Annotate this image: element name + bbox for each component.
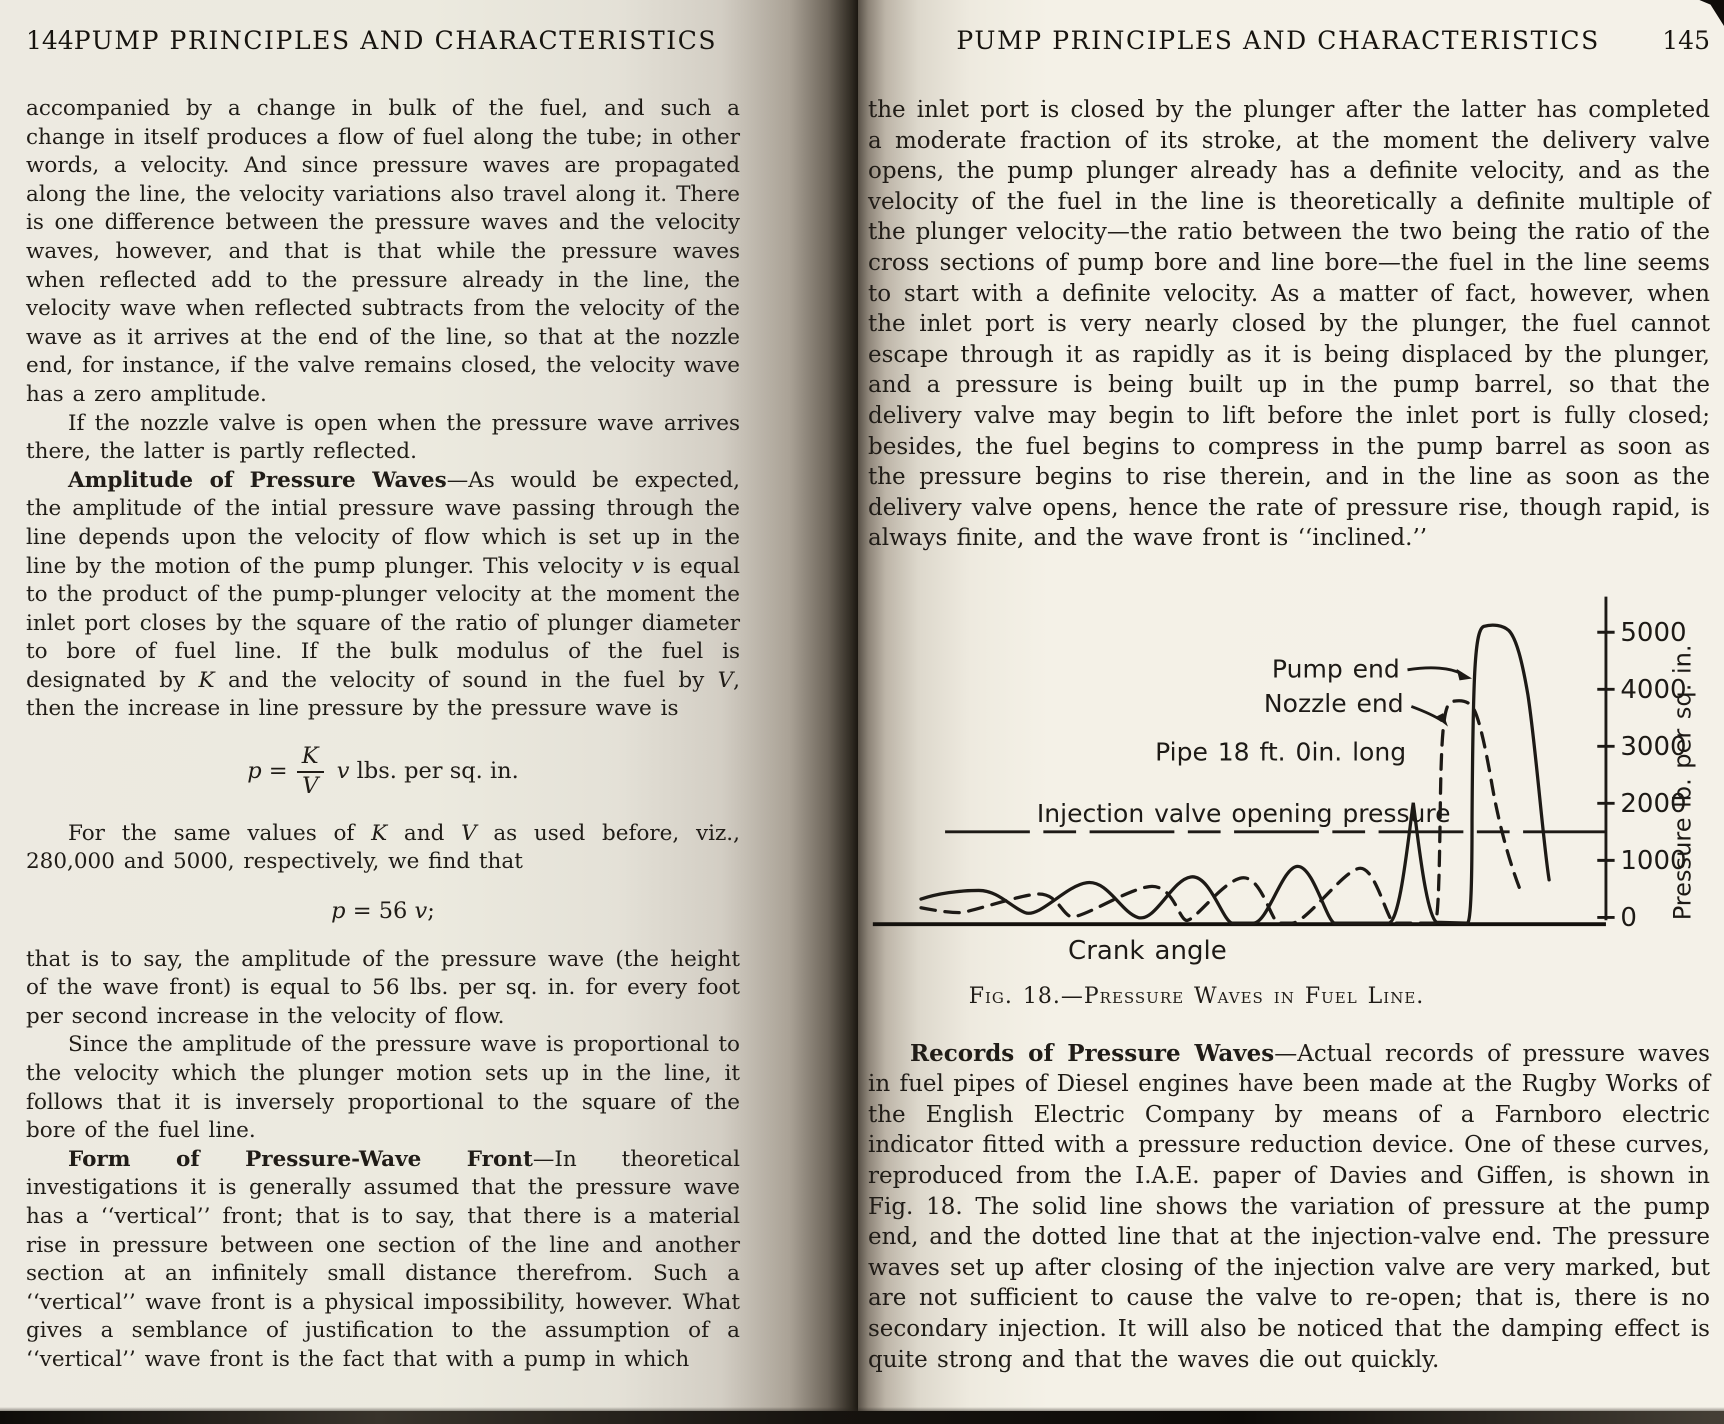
y-axis-label: Pressure lb. per sq. in. xyxy=(1668,644,1697,921)
right-page-body xyxy=(868,95,1710,1375)
pump-end-arrowhead-icon xyxy=(1457,669,1472,681)
formula-units: lbs. per sq. in. xyxy=(356,757,519,784)
pump-end-label: Pump end xyxy=(1271,654,1400,684)
x-axis-label: Crank angle xyxy=(1068,935,1227,966)
paragraph: the inlet port is closed by the plunger after the latter has completed a moderate fraction of its stroke, at the moment the delivery valve opens, the pump plunger already has a definite velocity, and as the velocity of the fuel in the line is theoretically a definite multiple of the plunger velocity—the ratio between the two being the ratio of the cross sections of pump bore and line bore—the fuel in the line seems to start with a definite velocity. As a matter of fact, however, when the inlet port is very nearly closed by the plunger, the fuel cannot escape through it as rapidly as it is being displaced by the plunger, and a pressure is being built up in the pump barrel, so that the delivery valve may begin to lift before the inlet port is fully closed; besides, the fuel begins to compress in the pump barrel as soon as the pressure begins to rise therein, and in the line as soon as the delivery valve opens, hence the rate of pressure rise, though rapid, is always finite, and the wave front is ‘‘inclined.’’ xyxy=(868,97,1710,552)
paragraph: For the same values of K and V as used before, viz., 280,000 and 5000, respectively, we find that xyxy=(26,820,740,875)
formula-p-56v: p = 56 v; xyxy=(331,898,435,924)
pump-end-arrow xyxy=(1407,668,1461,674)
figure-18 xyxy=(868,560,1710,1013)
pipe-length-label: Pipe 18 ft. 0in. long xyxy=(1155,737,1407,767)
running-head-title-right: PUMP PRINCIPLES AND CHARACTERISTICS xyxy=(956,26,1600,55)
formula-equals: = xyxy=(268,757,295,784)
svg-text:4000: 4000 xyxy=(1620,674,1687,705)
paragraph: Records of Pressure Waves—Actual records of pressure waves in fuel pipes of Diesel engines have been made at the Rugby Works of the English Electric Company by means of a Farnboro electric indicator fitted with a pressure reduction device. One of these curves, reproduced from the I.A.E. paper of Davies and Giffen, is shown in Fig. 18. The solid line shows the variation of pressure at the pump end, and the dotted line that at the injection-valve end. The pressure waves set up after closing of the injection valve are very marked, but are not sufficient to cause the valve to re-open; that is, there is no secondary injection. It will also be noticed that the damping effect is quite strong and that the waves die out quickly. xyxy=(868,1039,1710,1373)
paragraph: Form of Pressure-Wave Front—In theoretical investigations it is generally assumed that the pressure wave has a ‘‘vertical’’ front; that is to say, that there is a material rise in pressure between one section of the line and another section at an infinitely small distance therefrom. Such a ‘‘vertical’’ wave front is a physical impossibility, however. What gives a semblance of justification to the assumption of a ‘‘vertical’’ wave front is the fact that with a pump in which xyxy=(26,1146,740,1372)
formula-lhs: p xyxy=(247,757,262,784)
nozzle-end-label: Nozzle end xyxy=(1263,689,1404,719)
running-head-title-left: PUMP PRINCIPLES AND CHARACTERISTICS xyxy=(73,26,718,55)
formula-variable: v xyxy=(336,757,350,784)
paragraph: If the nozzle valve is open when the pressure wave arrives there, the latter is partly reflected. xyxy=(26,410,740,465)
fraction-numerator: K xyxy=(297,744,324,773)
svg-text:3000: 3000 xyxy=(1620,731,1687,762)
svg-text:2000: 2000 xyxy=(1620,788,1687,819)
injection-pressure-label: Injection valve opening pressure xyxy=(1036,798,1451,828)
nozzle-end-arrow xyxy=(1411,706,1442,720)
figure-caption: Fig. 18.—Pressure Waves in Fuel Line. xyxy=(968,984,1425,1010)
paragraph: accompanied by a change in bulk of the fuel, and such a change in itself produces a flow of fuel along the tube; in other words, a velocity. And since pressure waves are propagated along the line, the velocity variations also travel along it. There is one difference between the pressure waves and the velocity waves, however, and that is that while the pressure waves when reflected add to the pressure already in the line, the velocity wave when reflected subtracts from the velocity of the wave as it arrives at the end of the line, so that at the nozzle end, for instance, if the valve remains closed, the velocity wave has a zero amplitude. xyxy=(26,96,740,407)
page-number-left: 144 xyxy=(26,26,74,55)
scan-bottom-edge xyxy=(0,1411,1724,1424)
running-head-left xyxy=(26,26,740,55)
left-page-body xyxy=(26,95,740,1375)
page-right xyxy=(858,0,1724,1424)
svg-text:0: 0 xyxy=(1620,902,1637,933)
pressure-waves-chart xyxy=(868,560,1710,976)
page-left xyxy=(0,0,858,1424)
formula-pressure-wave xyxy=(26,744,740,800)
svg-text:5000: 5000 xyxy=(1620,617,1687,648)
page-number-right: 145 xyxy=(1662,26,1710,55)
svg-text:1000: 1000 xyxy=(1620,845,1687,876)
running-head-right xyxy=(868,26,1710,55)
paragraph: Since the amplitude of the pressure wave is proportional to the velocity which the plunger motion sets up in the line, it follows that it is inversely proportional to the square of the bore of the fuel line. xyxy=(26,1032,740,1144)
paragraph: Amplitude of Pressure Waves—As would be expected, the amplitude of the intial pressure wave passing through the line depends upon the velocity of flow which is set up in the line by the motion of the pump plunger. This velocity v is equal to the product of the pump-plunger velocity at the moment the inlet port closes by the square of the ratio of plunger diameter to bore of fuel line. If the bulk modulus of the fuel is designated by K and the velocity of sound in the fuel by V, then the increase in line pressure by the pressure wave is xyxy=(26,467,741,722)
fraction-denominator: V xyxy=(302,772,319,799)
paragraph: that is to say, the amplitude of the pressure wave (the height of the wave front) is equal to 56 lbs. per sq. in. for every foot per second increase in the velocity of flow. xyxy=(26,946,740,1029)
fraction xyxy=(297,744,324,800)
